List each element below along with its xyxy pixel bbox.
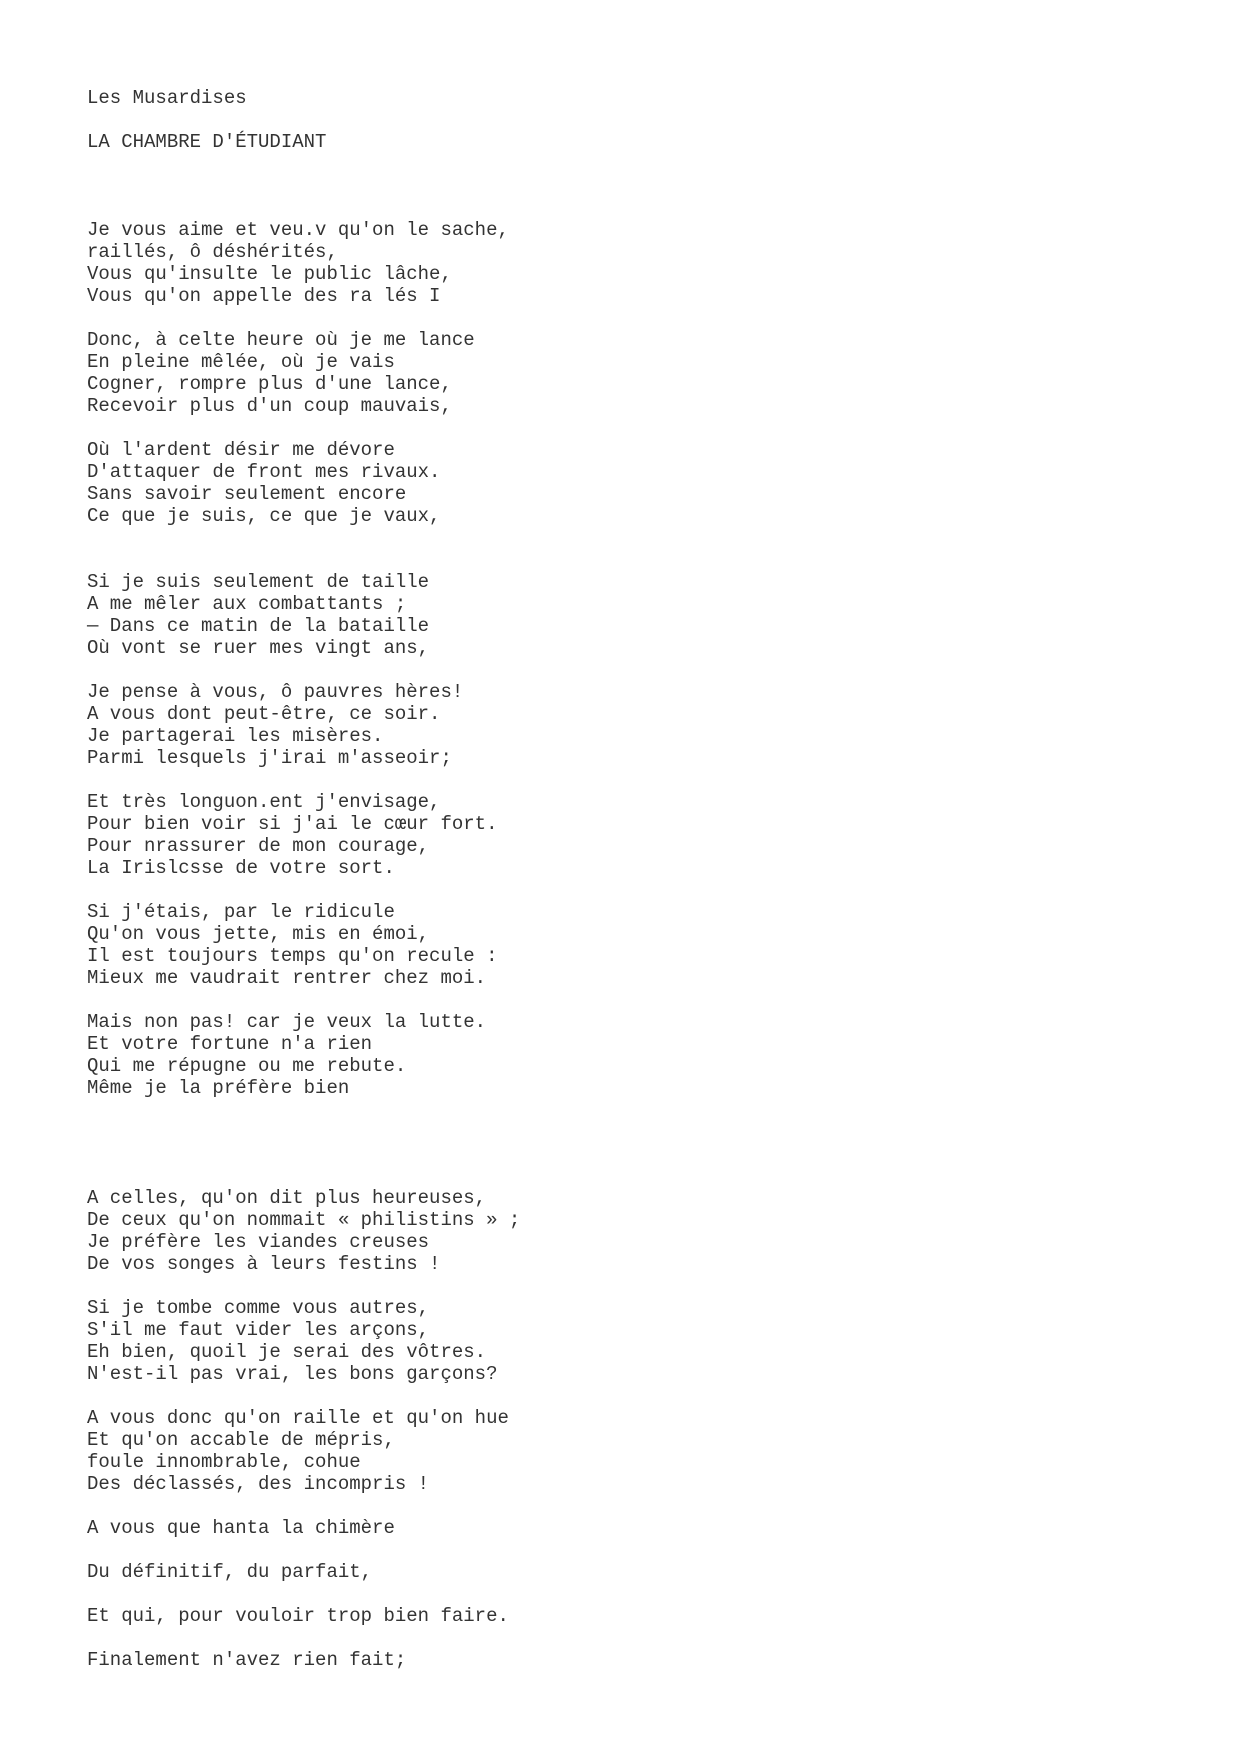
verse-line: Si j'étais, par le ridicule — [87, 901, 395, 923]
verse-line: En pleine mêlée, où je vais — [87, 351, 395, 373]
verse-line: N'est-il pas vrai, les bons garçons? — [87, 1363, 498, 1385]
verse-line: — Dans ce matin de la bataille — [87, 615, 430, 637]
verse-line: Je partagerai les misères. — [87, 725, 384, 747]
verse-line: Et très longuon.ent j'envisage, — [87, 791, 441, 813]
verse-line: A vous dont peut-être, ce soir. — [87, 703, 441, 725]
verse-line: Même je la préfère bien — [87, 1077, 350, 1099]
verse-line: Vous qu'on appelle des ra lés I — [87, 285, 441, 307]
stanza-9 — [87, 1187, 1187, 1275]
verse-line: Où l'ardent désir me dévore — [87, 439, 395, 461]
verse-line: Sans savoir seulement encore — [87, 483, 407, 505]
verse-line: Eh bien, quoil je serai des vôtres. — [87, 1341, 487, 1363]
stanza-8 — [87, 1011, 1187, 1099]
verse-line: A me mêler aux combattants ; — [87, 593, 407, 615]
verse-line: A vous donc qu'on raille et qu'on hue — [87, 1407, 509, 1429]
verse-line: De ceux qu'on nommait « philistins » ; — [87, 1209, 521, 1231]
verse-line: Des déclassés, des incompris ! — [87, 1473, 430, 1495]
document-page — [87, 87, 1187, 1671]
stanza-2 — [87, 329, 1187, 417]
verse-line: Pour nrassurer de mon courage, — [87, 835, 430, 857]
verse-line: Je vous aime et veu.v qu'on le sache, — [87, 219, 509, 241]
verse-line: Et qui, pour vouloir trop bien faire. — [87, 1605, 509, 1627]
verse-line: Si je tombe comme vous autres, — [87, 1297, 430, 1319]
verse-line: Vous qu'insulte le public lâche, — [87, 263, 452, 285]
verse-line: D'attaquer de front mes rivaux. — [87, 461, 441, 483]
book-title: Les Musardises — [87, 87, 247, 109]
verse-line: Cogner, rompre plus d'une lance, — [87, 373, 452, 395]
verse-line: Je pense à vous, ô pauvres hères! — [87, 681, 464, 703]
verse-line: A vous que hanta la chimère — [87, 1517, 395, 1539]
verse-line: raillés, ô déshérités, — [87, 241, 338, 263]
verse-line: Et qu'on accable de mépris, — [87, 1429, 395, 1451]
verse-line: A celles, qu'on dit plus heureuses, — [87, 1187, 487, 1209]
verse-line: Du définitif, du parfait, — [87, 1561, 373, 1583]
verse-line: foule innombrable, cohue — [87, 1451, 361, 1473]
stanza-6 — [87, 791, 1187, 879]
verse-line: Si je suis seulement de taille — [87, 571, 430, 593]
verse-line: Il est toujours temps qu'on recule : — [87, 945, 498, 967]
verse-line: S'il me faut vider les arçons, — [87, 1319, 430, 1341]
stanza-5 — [87, 681, 1187, 769]
verse-line: Qui me répugne ou me rebute. — [87, 1055, 407, 1077]
verse-line: Recevoir plus d'un coup mauvais, — [87, 395, 452, 417]
stanza-1 — [87, 219, 1187, 307]
verse-line: Mieux me vaudrait rentrer chez moi. — [87, 967, 487, 989]
verse-line: De vos songes à leurs festins ! — [87, 1253, 441, 1275]
verse-line: Mais non pas! car je veux la lutte. — [87, 1011, 487, 1033]
verse-line: Et votre fortune n'a rien — [87, 1033, 373, 1055]
stanza-10 — [87, 1297, 1187, 1385]
verse-line: Je préfère les viandes creuses — [87, 1231, 430, 1253]
verse-line: Finalement n'avez rien fait; — [87, 1649, 407, 1671]
verse-line: Parmi lesquels j'irai m'asseoir; — [87, 747, 452, 769]
verse-line: Où vont se ruer mes vingt ans, — [87, 637, 430, 659]
verse-line: La Irislcsse de votre sort. — [87, 857, 395, 879]
stanza-11 — [87, 1407, 1187, 1495]
poem-title: LA CHAMBRE D'ÉTUDIANT — [87, 131, 327, 153]
verse-line: Ce que je suis, ce que je vaux, — [87, 505, 441, 527]
verse-line: Qu'on vous jette, mis en émoi, — [87, 923, 430, 945]
verse-line: Donc, à celte heure où je me lance — [87, 329, 475, 351]
stanza-7 — [87, 901, 1187, 989]
stanza-4 — [87, 571, 1187, 659]
verse-line: Pour bien voir si j'ai le cœur fort. — [87, 813, 498, 835]
stanza-3 — [87, 439, 1187, 527]
